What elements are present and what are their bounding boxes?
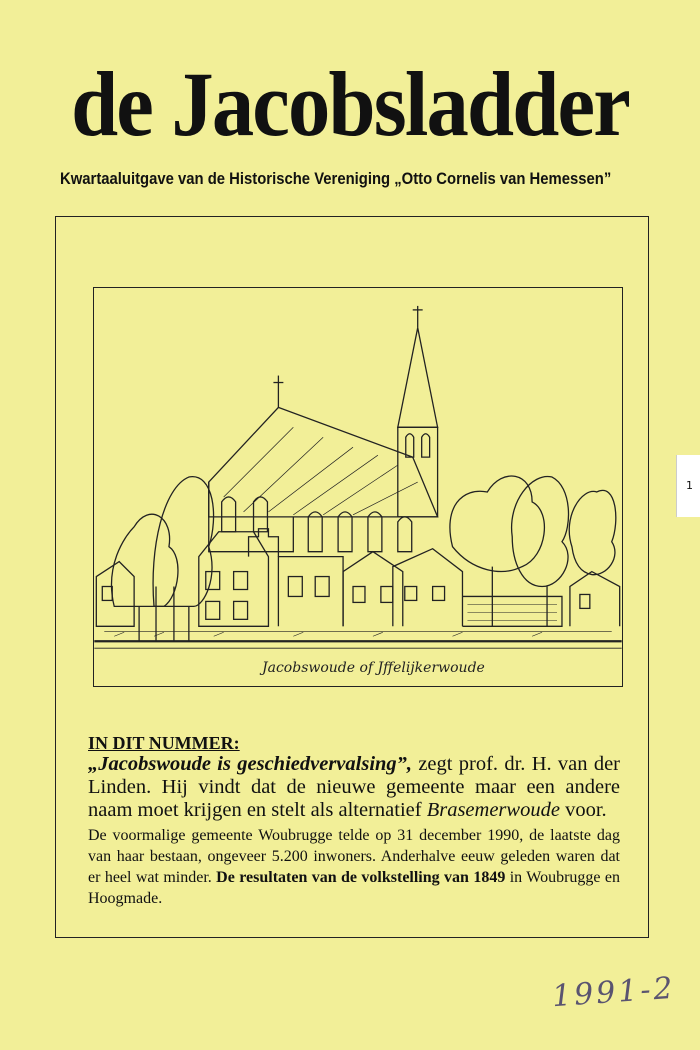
body-end: in Woubrugge en Hoogmade. <box>88 869 620 907</box>
census-title: De resultaten van de volkstelling van 1849 <box>216 869 506 886</box>
edge-tab <box>676 455 700 517</box>
lead-paragraph <box>88 753 620 822</box>
magazine-subtitle: Kwartaaluitgave van de Historische Vereniging „Otto Cornelis van Hemessen” <box>60 170 612 188</box>
lead-headline: „Jacobswoude is geschiedvervalsing”, <box>88 753 413 775</box>
magazine-title: de Jacobsladder <box>71 53 629 155</box>
lead-end: voor. <box>559 799 607 821</box>
church-illustration <box>93 287 623 687</box>
lead-text: zegt prof. dr. H. van der Linden. Hij vindt dat de nieuwe gemeente maar een andere naam moet krijgen en stelt als alternatief <box>88 753 620 821</box>
section-label: IN DIT NUMMER: <box>88 733 240 753</box>
illustration-caption: Jacobswoude of Jffelijkerwoude <box>262 660 485 676</box>
church-drawing-icon <box>94 288 622 686</box>
edge-tab-mark: 1 <box>686 479 693 492</box>
alternative-name: Brasemerwoude <box>426 799 560 821</box>
body-text: De voormalige gemeente Woubrugge telde op 31 december 1990, de laatste dag van haar bestaan, ongeveer 5.200 inwoners. Anderhalve eeuw geleden waren dat er heel wat minder. <box>88 827 620 886</box>
handwritten-issue-number: 1991-2 <box>550 970 677 1015</box>
contents-section <box>88 733 620 909</box>
body-paragraph <box>88 825 620 909</box>
